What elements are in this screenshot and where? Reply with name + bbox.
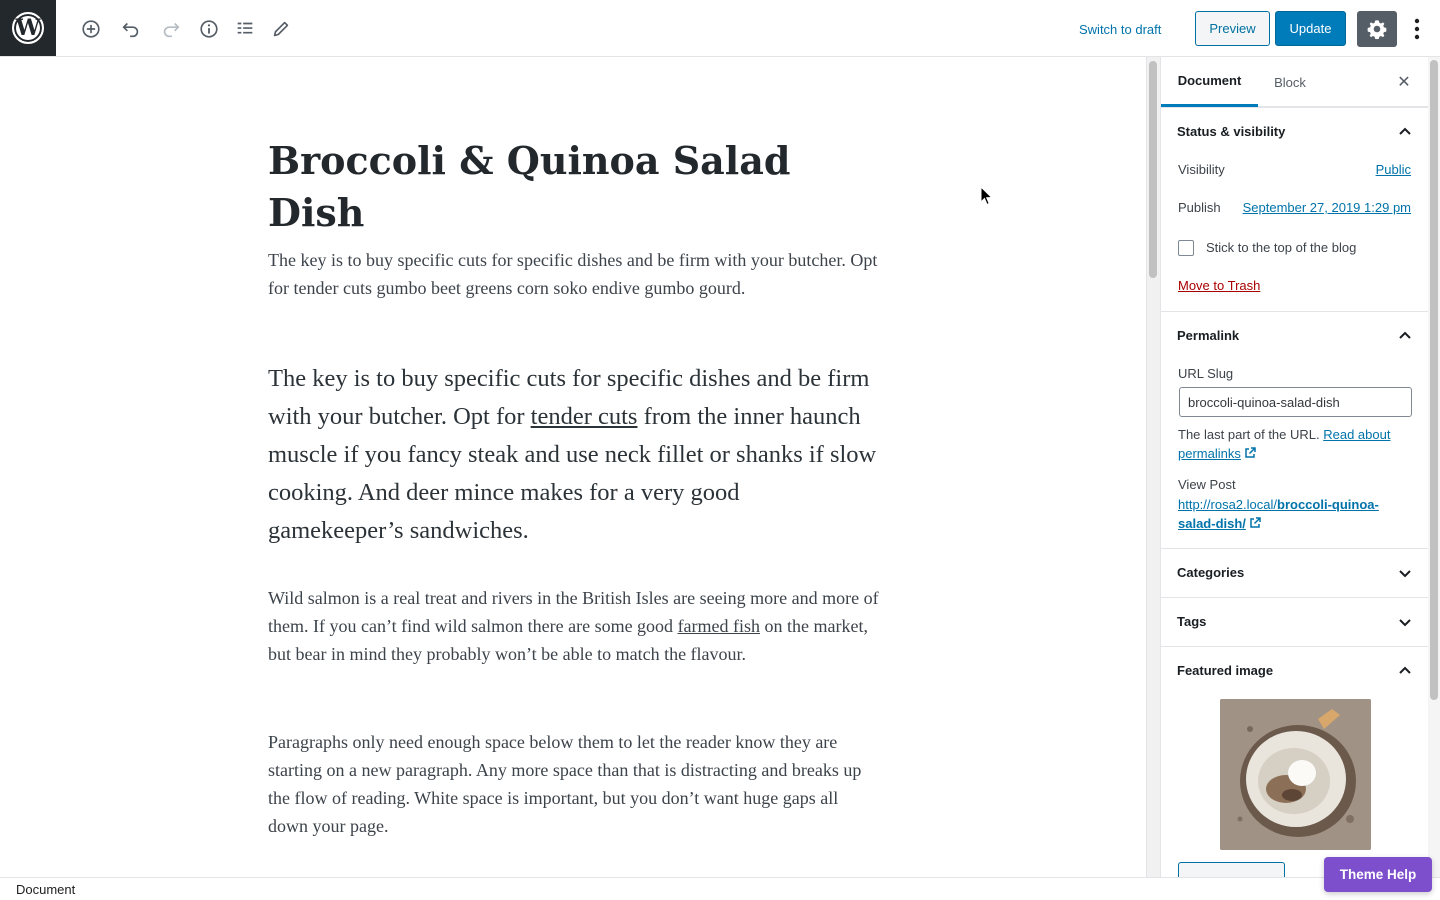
settings-button[interactable] xyxy=(1357,11,1397,47)
preview-button[interactable]: Preview xyxy=(1195,11,1270,46)
panel-status-visibility[interactable] xyxy=(1161,107,1428,155)
post-title[interactable]: Broccoli & Quinoa Salad Dish xyxy=(268,138,791,235)
undo-button[interactable] xyxy=(114,12,148,46)
sidebar-tabs xyxy=(1161,57,1428,107)
tools-icon xyxy=(270,18,292,40)
add-block-button[interactable] xyxy=(74,12,108,46)
settings-sidebar xyxy=(1160,57,1428,877)
url-slug-bold: broccoli-quinoa- xyxy=(1277,497,1379,512)
panel-title: Status & visibility xyxy=(1177,124,1286,139)
view-post-label: View Post xyxy=(1178,477,1236,492)
read-about-permalinks-link[interactable]: Read about xyxy=(1323,427,1391,442)
panel-tags[interactable] xyxy=(1161,597,1428,645)
block-navigation-button[interactable] xyxy=(228,12,262,46)
paragraph-text: Wild salmon is a real treat and rivers in the British Isles are seeing more and more of them. If you can’t find wild salmon there are some good xyxy=(268,588,879,636)
tab-block[interactable]: Block xyxy=(1274,74,1306,90)
paragraph-block[interactable]: The key is to buy specific cuts for specific dishes and be firm with your butcher. Opt for tender cuts gumbo beet greens corn soko endive gumbo gourd. xyxy=(268,250,878,298)
featured-image-picture xyxy=(1220,699,1371,850)
paragraph-text: from the inner haunch muscle if you fancy steak and use neck fillet or shanks if slow cooking. And deer mince makes for a very good gamekeeper’s sandwiches. xyxy=(268,403,877,544)
content-info-button[interactable] xyxy=(192,12,226,46)
editor-footer xyxy=(0,877,1440,900)
paragraph-block[interactable]: Paragraphs only need enough space below them to let the reader know they are starting on a new paragraph. Any more space than that is distracting and breaks up the flow of reading. White space is important, but you don’t want huge gaps all down your page. xyxy=(268,732,862,836)
panel-featured-image[interactable] xyxy=(1161,646,1428,694)
chevron-up-icon xyxy=(1397,328,1413,344)
gear-icon xyxy=(1366,18,1388,40)
chevron-up-icon xyxy=(1397,124,1413,140)
visibility-toggle-link[interactable]: Public xyxy=(1375,162,1411,177)
chevron-down-icon xyxy=(1397,565,1413,581)
publish-date-link[interactable]: September 27, 2019 1:29 pm xyxy=(1242,200,1411,215)
help-text: The last part of the URL. xyxy=(1178,427,1324,442)
wordpress-logo-button[interactable] xyxy=(0,0,56,56)
sidebar-scrollbar-thumb[interactable] xyxy=(1430,60,1438,700)
external-link-icon xyxy=(1249,517,1261,529)
tab-document[interactable]: Document xyxy=(1161,57,1258,107)
more-vertical-icon xyxy=(1414,18,1420,40)
sticky-label: Stick to the top of the blog xyxy=(1206,240,1357,255)
chevron-down-icon xyxy=(1397,614,1413,630)
update-button[interactable]: Update xyxy=(1275,11,1346,46)
panel-title: Tags xyxy=(1177,614,1207,629)
tender-cuts-link[interactable]: tender cuts xyxy=(530,403,638,430)
redo-icon xyxy=(160,18,182,40)
more-menu-button[interactable] xyxy=(1404,11,1430,47)
sticky-checkbox[interactable] xyxy=(1178,240,1194,256)
paragraph-block[interactable] xyxy=(268,584,880,668)
wordpress-logo-icon: W xyxy=(12,12,44,44)
panel-permalink[interactable] xyxy=(1161,311,1428,359)
panel-title: Featured image xyxy=(1177,663,1274,678)
permalink-help-text xyxy=(1178,425,1413,463)
external-link-icon xyxy=(1244,447,1256,459)
url-slug-input[interactable] xyxy=(1179,387,1412,417)
move-to-trash-link[interactable]: Move to Trash xyxy=(1178,278,1261,293)
publish-label: Publish xyxy=(1178,200,1221,215)
mouse-cursor-icon xyxy=(980,186,994,206)
switch-to-draft-button[interactable]: Switch to draft xyxy=(1079,21,1162,37)
add-block-icon xyxy=(80,18,102,40)
read-about-permalinks-link[interactable]: permalinks xyxy=(1178,446,1241,461)
panel-title: Categories xyxy=(1177,565,1245,580)
paragraph-block-large[interactable] xyxy=(268,360,880,550)
close-icon: ✕ xyxy=(1397,74,1411,91)
url-slug-bold: salad-dish/ xyxy=(1178,516,1246,531)
info-icon xyxy=(198,18,220,40)
featured-image-thumbnail[interactable] xyxy=(1220,699,1371,850)
panel-title: Permalink xyxy=(1177,328,1240,343)
paragraph-text: on the market, but bear in mind they probably won’t be able to match the flavour. xyxy=(268,616,868,664)
undo-icon xyxy=(120,18,142,40)
tools-button[interactable] xyxy=(264,12,298,46)
visibility-label: Visibility xyxy=(1178,162,1225,177)
close-sidebar-button[interactable] xyxy=(1393,71,1415,93)
replace-image-button[interactable] xyxy=(1178,862,1285,877)
theme-help-button[interactable]: Theme Help xyxy=(1324,857,1432,892)
redo-button[interactable] xyxy=(154,12,188,46)
editor-toolbar xyxy=(0,0,1440,57)
editor-canvas xyxy=(0,57,1145,877)
post-url-link[interactable] xyxy=(1178,497,1379,531)
url-slug-label: URL Slug xyxy=(1178,366,1234,381)
panel-categories[interactable] xyxy=(1161,548,1428,596)
chevron-up-icon xyxy=(1397,663,1413,679)
paragraph-text: The key is to buy specific cuts for specific dishes and be firm with your butcher. Opt for xyxy=(268,365,870,430)
outline-icon xyxy=(234,18,256,40)
block-breadcrumb[interactable]: Document xyxy=(16,882,76,897)
url-prefix: http://rosa2.local/ xyxy=(1178,497,1277,512)
view-post-url xyxy=(1178,495,1413,533)
farmed-fish-link[interactable]: farmed fish xyxy=(677,616,761,636)
editor-scrollbar-thumb[interactable] xyxy=(1149,61,1157,278)
